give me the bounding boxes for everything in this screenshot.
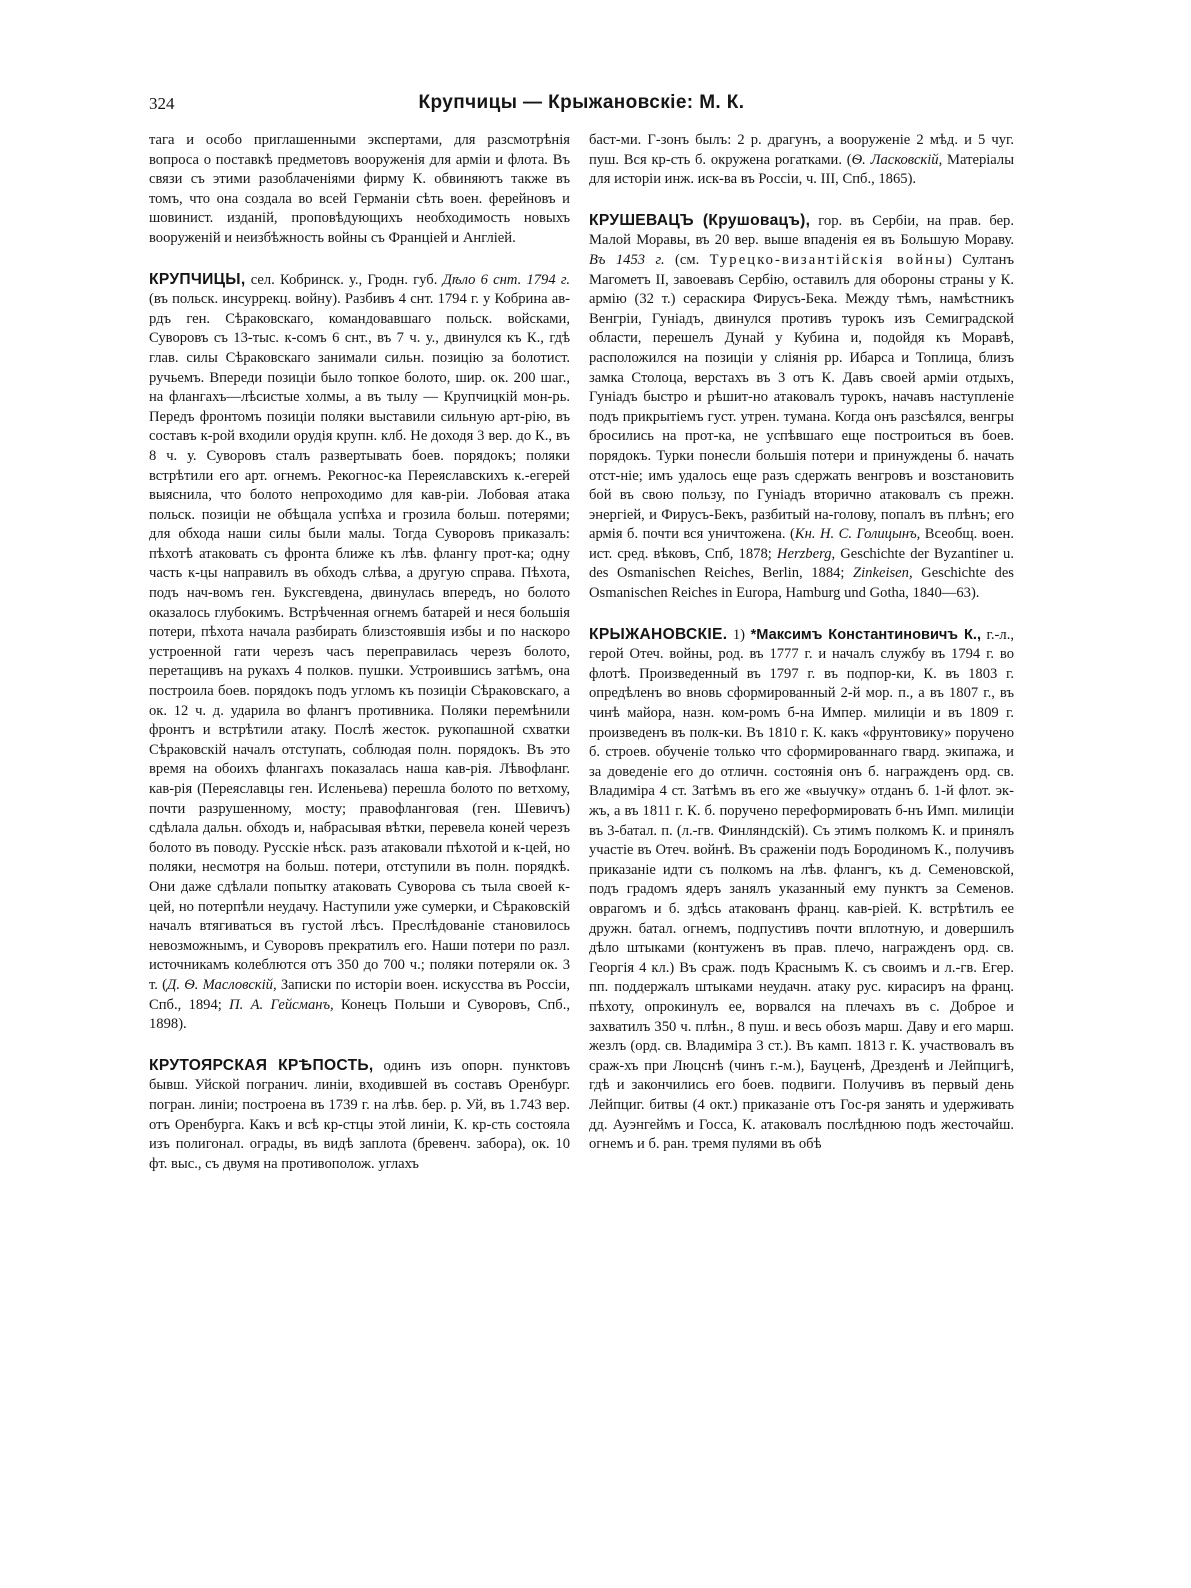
article-continuation: [589, 131, 1014, 190]
article-text: г.-л., герой Отеч. войны, род. въ 1777 г. и началъ службу въ 1794 г. во флотѣ. Произведенный въ 1797 г. въ подпор-ки, К. въ 1803 г. опредѣленъ во вновь сформированный 2-й мор. п., а въ 1807 г., въ чинѣ майора, назн. ком-ромъ б-на Импер. милиціи и въ 1809 г. произведенъ въ полк-ки. Въ 1810 г. К. какъ «фрунтовику» поручено б. строев. обученіе только что сформированнаго гвард. экипажа, и за доведеніе его до отличн. состоянія онъ б. награжденъ орд. св. Владиміра 4 ст. Затѣмъ въ его же «выучку» отданъ б. 1-й флот. эк-жъ, а въ 1811 г. К. б. поручено переформировать б-нъ Имп. милиціи въ 3-батал. п. (л.-гв. Финляндскій). Съ этимъ полкомъ К. и принялъ участіе въ Отеч. войнѣ. Въ сраженіи подъ Бородиномъ К., получивъ приказаніе идти съ полкомъ на лѣв. флангъ, къ д. Семеновской, подъ градомъ ядеръ занялъ указанный ему пунктъ за Семенов. оврагомъ и б. здѣсь атакованъ франц. кав-ріей. К. встрѣтилъ ее дружн. батал. огнемъ, подпустивъ почти вплотную, и довершилъ дѣло штыками (контуженъ въ прав. плечо, награжденъ орд. св. Георгія 4 кл.) Въ сраж. подъ Краснымъ К. съ своимъ и л.-гв. Егер. пп. поддержалъ штыками неудачн. атаку рус. кирасиръ на франц. пѣхоту, опрокинулъ ее, ворвался на плечахъ въ с. Доброе и захватилъ 350 ч. плѣн., 8 пуш. и весь обозъ марш. Даву и его марш. жезлъ (орд. св. Владиміра 3 ст.). Въ камп. 1813 г. К. участвовалъ въ сраж-хъ при Люцснѣ (чинъ г.-м.), Бауценѣ, Дрезденѣ и Лейпцигѣ, гдѣ и закончились его боев. подвиги. Получивъ въ первый день Лейпциг. битвы (4 окт.) приказаніе отъ Гос-ря занять и удерживать дд. Ауэнгеймъ и Госса, К. атаковалъ послѣднюю подъ жесточайш. огнемъ и б. ран. тремя пулями въ обѣ: [589, 626, 1014, 1153]
article-text: Geschichte des Osmanischen Reiches in Europa, Hamburg und Gotha, 1840—63).: [589, 565, 1014, 602]
article-krupchitsy: [149, 270, 570, 1035]
article-continuation: [149, 131, 570, 249]
article-text: (см.: [664, 251, 710, 268]
article-krushevats: [589, 211, 1014, 604]
article-text: (въ польск. инсуррекц. войну). Разбивъ 4 снт. 1794 г. у Кобрина ав-рдъ ген. Сѣраковскаго, командовавшаго польск. войсками, Суворовъ съ 13-тыс. к-сомъ 6 снт., въ 7 ч. у., двинулся къ К., гдѣ глав. силы Сѣраковскаго занимали сильн. позицію за болотист. ручьемъ. Впереди позиціи было топкое болото, шир. ок. 200 шаг., на флангахъ—лѣсистые холмы, а въ тылу — Крупчицкій мон-рь. Передъ фронтомъ позиціи поляки выставили сильную арт-рію, въ составъ к-рой входили орудія крупн. клб. Не доходя 3 вер. до К., въ 8 ч. у. Суворовъ сталъ развертывать боев. порядокъ; поляки встрѣтили его арт. огнемъ. Рекогнос-ка Переяславскихъ к.-егерей выяснила, что болото непроходимо для кав-ріи. Лобовая атака польск. позиціи не обѣщала успѣха и грозила больш. потерями; для обхода наши силы были малы. Тогда Суворовъ приказалъ: пѣхотѣ атаковать съ фронта ближе къ лѣв. флангу прот-ка; одну часть к-цы направилъ въ обходъ слѣва, а другую справа. Пѣхота, подъ нач-вомъ ген. Буксгевдена, двинулась впередъ, но болото оказалось глубокимъ. Встрѣченная огнемъ батарей и неся большія потери, пѣхота начала разбирать близстоявшія избы и по наскоро устроенной гати черезъ часъ переправилась черезъ болото, перетащивъ на рукахъ 4 полков. пушки. Устроившись затѣмъ, она построила боев. порядокъ подъ угломъ къ позиціи Сѣраковскаго, а ок. 12 ч. д. ударила во флангъ противника. Поляки перемѣнили фронтъ и встрѣтили атаку. Послѣ жесток. рукопашной схватки Сѣраковскій началъ отступать, соблюдая полн. порядокъ. Въ это время на обоихъ флангахъ показалась наша кав-рія. Лѣвофланг. кав-рія (Переяславцы ген. Исленьева) перешла болото по ветхому, почти разрушенному, мосту; правофланговая (ген. Шевичъ) сдѣлала дальн. обходъ и, набрасывая вѣтки, перевела коней черезъ болото въ поводу. Русскіе нѣск. разъ атаковали пѣхотой и к-цей, но поляки, несмотря на больш. потери, отступили въ полн. порядкѣ. Они даже сдѣлали попытку атаковать Суворова съ тыла своей к-цей, но потерпѣли неудачу. Наступили уже сумерки, и Сѣраковскій началъ втягиваться въ густой лѣсъ. Преслѣдованіе становилось невозможнымъ, и Суворовъ прекратилъ его. Наши потери по разл. источникамъ колеблются отъ 350 до 700 ч.; поляки потеряли ок. 3 т. (: [149, 291, 570, 993]
article-headword: КРЫЖАНОВСКІЕ.: [589, 625, 728, 643]
citation-author: Кн. Н. С. Голицынъ,: [794, 526, 921, 543]
article-headword: КРУШЕВАЦЪ (Крушовацъ),: [589, 211, 811, 229]
left-column: [149, 131, 570, 1174]
article-headword: КРУТОЯРСКАЯ КРѢПОСТЬ,: [149, 1056, 374, 1074]
cross-reference: Турецко-византійскія войны: [709, 251, 948, 268]
article-text: сел. Кобринск. у., Гродн. губ.: [245, 271, 443, 288]
citation-author: Zinkeisen,: [853, 565, 913, 582]
citation-author: Д. Ѳ. Масловскій,: [167, 976, 277, 993]
citation-author: П. А. Гейсманъ,: [229, 996, 334, 1013]
article-text: баст-ми. Г-зонъ былъ: 2 р. драгунъ, а вооруженіе 2 мѣд. и 5 чуг. пуш. Вся кр-сть б. окружена рогатками. (: [589, 132, 1014, 168]
person-name: *Максимъ Константиновичъ К.,: [750, 626, 982, 643]
article-text: Geschichte der Byzantiner u. des Osmanischen Reiches, Berlin, 1884;: [589, 545, 1015, 582]
article-text: Конецъ Польши и Суворовъ, Спб., 1898).: [149, 996, 570, 1033]
page-number: 324: [149, 94, 175, 113]
article-text: 1): [727, 626, 751, 643]
article-text: Записки по исторіи воен. искусства въ Россіи, Спб., 1894;: [149, 976, 570, 1013]
article-text: одинъ изъ опорн. пунктовъ бывш. Уйской погранич. линіи, входившей въ составъ Оренбург. погран. линіи; построена въ 1739 г. на лѣв. бер. р. Уй, въ 1.743 вер. отъ Оренбурга. Какъ и всѣ кр-стцы этой линіи, К. кр-сть состояла изъ полигонал. ограды, въ видѣ заплота (бревенч. забора), ок. 10 фт. выс., съ двумя на противополож. углахъ: [149, 1057, 571, 1172]
right-column: [589, 131, 1014, 1155]
citation-author: Herzberg,: [776, 545, 836, 562]
article-text: тага и особо приглашенными экспертами, для разсмотрѣнія вопроса о поставкѣ предметовъ вооруженія для арміи и флота. Въ связи съ этими разоблаченіями фирму К. обвиняютъ также въ томъ, что она создала во всей Германіи сѣть воен. ферейновъ и шовинист. изданій, проповѣдующихъ необходимость новыхъ вооруженій и неизбѣжность войны съ Франціей и Англіей.: [149, 132, 570, 246]
running-title: Крупчицы — Крыжановскіе: М. К.: [418, 92, 745, 113]
article-krutoyarskaya: [149, 1056, 570, 1175]
article-kryzhanovskie: [589, 625, 1014, 1155]
page-header: [149, 94, 1014, 122]
article-headword: КРУПЧИЦЫ,: [149, 270, 246, 288]
article-italic-text: Въ 1453 г.: [589, 251, 665, 268]
article-text: Всеобщ. воен. ист. сред. вѣковъ, Спб, 1878;: [589, 526, 1014, 562]
article-text: гор. въ Сербіи, на прав. бер. Малой Моравы, въ 20 вер. выше впаденія ея въ Большую Мораву.: [589, 212, 1014, 249]
article-text: ) Султанъ Магометъ II, завоевавъ Сербію, оставилъ для обороны страны у К. армію (32 т.) сераскира Фирусъ-Бека. Между тѣмъ, намѣстникъ Венгріи, Гуніадъ, двинулся противъ турокъ изъ Семиградской области, перешелъ Дунай у Кубина и, подойдя къ Моравѣ, расположился на позиціи у сліянія рр. Ибарса и Топлица, близъ замка Столоца, верстахъ въ 3 отъ К. Давъ своей арміи отдыхъ, Гуніадъ быстро и рѣшит-но атаковалъ турокъ, начавъ наступленіе подъ прикрытіемъ густ. утрен. тумана. Когда онъ разсѣялся, венгры бросились на прот-ка, не успѣвшаго еще построиться въ боев. порядокъ. Турки понесли большія потери и принуждены б. начать отст-ніе; имъ удалось еще разъ сдержать венгровъ и возстановить бой въ свою пользу, по Гуніадъ вторично атаковалъ съ прежн. энергіей, и Фирусъ-Бекъ, разбитый на-голову, попалъ въ плѣнъ; его армія б. почти вся уничтожена. (: [589, 251, 1014, 543]
citation-author: Ѳ. Ласковскій,: [851, 151, 943, 168]
article-italic-text: Дѣло 6 снт. 1794 г.: [442, 271, 571, 288]
article-text: Матеріалы для исторіи инж. иск-ва въ Россіи, ч. III, Спб., 1865).: [589, 151, 1014, 188]
